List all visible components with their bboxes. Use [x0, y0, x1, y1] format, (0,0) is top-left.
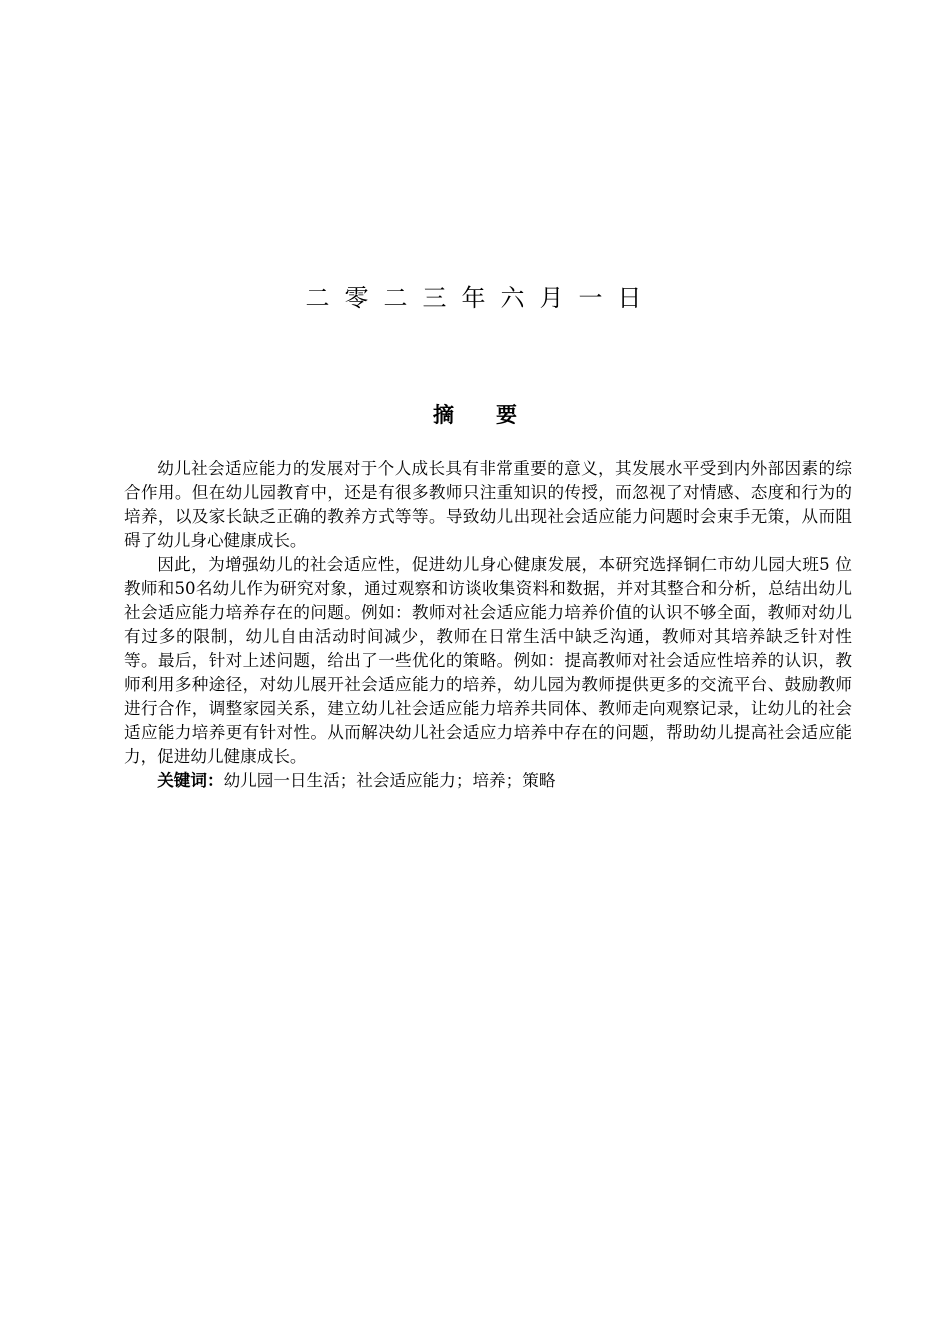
keywords-label: 关键词：: [157, 771, 224, 790]
date-line: 二零二三年六月一日: [305, 284, 657, 312]
keywords-line: [124, 769, 852, 793]
abstract-paragraph-2: 因此，为增强幼儿的社会适应性，促进幼儿身心健康发展，本研究选择铜仁市幼儿园大班5 位教师和50名幼儿作为研究对象，通过观察和访谈收集资料和数据，并对其整合和分析，总结出幼儿社会适应能力培养存在的问题。例如：教师对社会适应能力培养价值的认识不够全面，教师对幼儿有过多的限制，幼儿自由活动时间减少，教师在日常生活中缺乏沟通，教师对其培养缺乏针对性等。最后，针对上述问题，给出了一些优化的策略。例如：提高教师对社会适应性培养的认识，教师利用多种途径，对幼儿展开社会适应能力的培养，幼儿园为教师提供更多的交流平台、鼓励教师进行合作，调整家园关系，建立幼儿社会适应能力培养共同体、教师走向观察记录，让幼儿的社会适应能力培养更有针对性。从而解决幼儿社会适应力培养中存在的问题，帮助幼儿提高社会适应能力，促进幼儿健康成长。: [124, 555, 852, 766]
abstract-heading: 摘要: [433, 403, 559, 427]
keywords-text: 幼儿园一日生活；社会适应能力；培养；策略: [223, 771, 556, 790]
abstract-paragraph-1: 幼儿社会适应能力的发展对于个人成长具有非常重要的意义，其发展水平受到内外部因素的综合作用。但在幼儿园教育中，还是有很多教师只注重知识的传授，而忽视了对情感、态度和行为的培养，以及家长缺乏正确的教养方式等等。导致幼儿出现社会适应能力问题时会束手无策，从而阻碍了幼儿身心健康成长。: [124, 459, 852, 550]
abstract-body: [124, 457, 852, 793]
